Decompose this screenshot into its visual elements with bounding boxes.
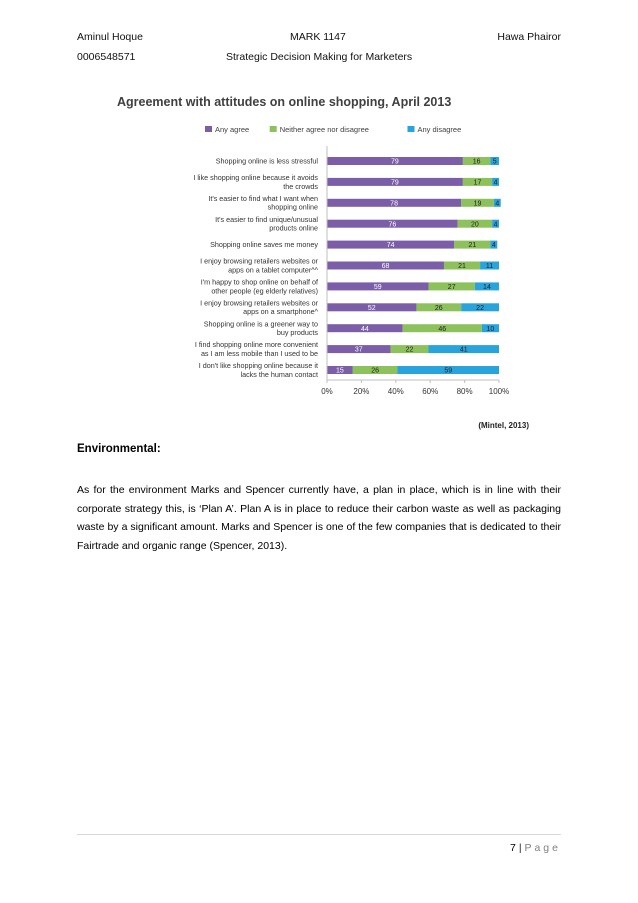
data-label-row-5-series-1: 74 xyxy=(386,242,395,250)
legend-swatch-1 xyxy=(205,126,212,132)
category-label-10-line-2: as I am less mobile than I used to be xyxy=(200,349,318,358)
category-label-11-line-1: I don't like shopping online because it xyxy=(198,361,318,371)
chart-source: (Mintel, 2013) xyxy=(478,421,529,430)
data-label-row-2-series-1: 79 xyxy=(391,179,399,187)
data-label-row-2-series-2: 17 xyxy=(473,179,482,187)
data-label-row-10-series-2: 22 xyxy=(405,346,414,354)
category-label-2-line-1: I like shopping online because it avoids xyxy=(193,173,318,182)
category-label-9-line-2: buy products xyxy=(276,328,318,338)
legend-swatch-2 xyxy=(270,126,277,132)
data-label-row-11-series-1: 15 xyxy=(336,367,344,375)
x-tick-label-6: 100% xyxy=(488,387,510,396)
data-label-row-1-series-3: 5 xyxy=(492,158,497,166)
data-label-row-4-series-3: 4 xyxy=(493,221,498,229)
category-label-8-line-2: apps on a smartphone^ xyxy=(243,307,318,317)
category-label-10-line-1: I find shopping online more convenient xyxy=(194,340,318,350)
x-tick-label-5: 80% xyxy=(456,387,473,396)
category-label-4-line-1: It's easier to find unique/unusual xyxy=(215,214,318,224)
data-label-row-7-series-2: 27 xyxy=(447,284,456,291)
legend-label-3: Any disagree xyxy=(417,125,462,134)
data-label-row-5-series-3: 4 xyxy=(491,242,496,250)
header-lecturer: Hawa Phairor xyxy=(497,31,561,43)
legend-label-1: Any agree xyxy=(215,125,250,134)
data-label-row-3-series-1: 78 xyxy=(390,200,398,208)
x-tick-label-4: 60% xyxy=(422,387,439,396)
category-label-6-line-1: I enjoy browsing retailers websites or xyxy=(200,256,318,266)
data-label-row-9-series-1: 44 xyxy=(360,325,369,333)
header-student-id: 0006548571 xyxy=(77,51,136,63)
chart-title: Agreement with attitudes on online shopping, April 2013 xyxy=(117,95,452,109)
category-label-1: Shopping online is less stressful xyxy=(215,156,318,166)
page-footer xyxy=(510,842,561,854)
data-label-row-9-series-3: 10 xyxy=(486,325,495,333)
data-label-row-2-series-3: 4 xyxy=(493,179,498,187)
header-author: Aminul Hoque xyxy=(77,31,143,43)
stacked-bar-chart xyxy=(77,88,561,438)
data-label-row-7-series-3: 14 xyxy=(483,284,491,291)
header-course-code: MARK 1147 xyxy=(290,31,346,43)
category-label-8-line-1: I enjoy browsing retailers websites or xyxy=(200,298,318,308)
data-label-row-10-series-1: 37 xyxy=(354,346,363,354)
data-label-row-10-series-3: 41 xyxy=(459,346,468,354)
category-label-5: Shopping online saves me money xyxy=(210,240,318,250)
category-label-9-line-1: Shopping online is a greener way to xyxy=(203,319,318,329)
header-subject: Strategic Decision Making for Marketers xyxy=(226,51,413,63)
data-label-row-8-series-1: 52 xyxy=(367,304,376,312)
data-label-row-11-series-3: 59 xyxy=(444,367,453,375)
data-label-row-6-series-2: 21 xyxy=(458,263,466,271)
data-label-row-4-series-2: 20 xyxy=(471,221,479,229)
x-tick-label-2: 20% xyxy=(353,387,370,396)
data-label-row-11-series-2: 26 xyxy=(371,367,380,375)
category-label-11-line-2: lacks the human contact xyxy=(240,369,318,379)
data-label-row-7-series-1: 59 xyxy=(373,284,382,291)
data-label-row-4-series-1: 76 xyxy=(388,221,397,229)
data-label-row-6-series-1: 68 xyxy=(381,263,390,271)
page-number: 7 xyxy=(510,842,516,854)
data-label-row-8-series-3: 22 xyxy=(476,304,484,312)
section-heading: Environmental: xyxy=(77,443,161,455)
legend-label-2: Neither agree nor disagree xyxy=(279,125,369,134)
data-label-row-3-series-3: 4 xyxy=(495,200,500,208)
category-label-7-line-1: I'm happy to shop online on behalf of xyxy=(200,277,318,287)
data-label-row-3-series-2: 19 xyxy=(473,200,482,208)
data-label-row-9-series-2: 46 xyxy=(438,325,447,333)
category-label-6-line-2: apps on a tablet computer^^ xyxy=(228,265,318,275)
category-label-3-line-2: shopping online xyxy=(267,202,318,212)
footer-divider xyxy=(77,834,561,835)
category-label-7-line-2: other people (eg elderly relatives) xyxy=(211,286,318,296)
legend-swatch-3 xyxy=(408,126,415,132)
data-label-row-8-series-2: 26 xyxy=(434,304,443,312)
footer-separator: | xyxy=(518,842,522,854)
x-tick-label-1: 0% xyxy=(321,387,333,396)
page-label: Page xyxy=(524,842,561,854)
category-label-4-line-2: products online xyxy=(269,223,318,233)
chart-figure xyxy=(77,88,561,438)
data-label-row-5-series-2: 21 xyxy=(468,242,477,250)
data-label-row-1-series-1: 79 xyxy=(391,158,399,166)
category-label-2-line-2: the crowds xyxy=(283,181,318,191)
category-label-3-line-1: It's easier to find what I want when xyxy=(208,193,318,203)
data-label-row-6-series-3: 11 xyxy=(485,263,494,271)
x-tick-label-3: 40% xyxy=(387,387,404,396)
data-label-row-1-series-2: 16 xyxy=(472,158,481,166)
body-paragraph: As for the environment Marks and Spencer currently have, a plan in place, which is in line with their corporate strategy this, is ‘Plan A’. Plan A is in place to reduce their carbon waste as well as packaging waste by a significant amount. Marks and Spencer is one of the few companies that is dedicated to their Fairtrade and organic range (Spencer, 2013). xyxy=(77,484,561,552)
